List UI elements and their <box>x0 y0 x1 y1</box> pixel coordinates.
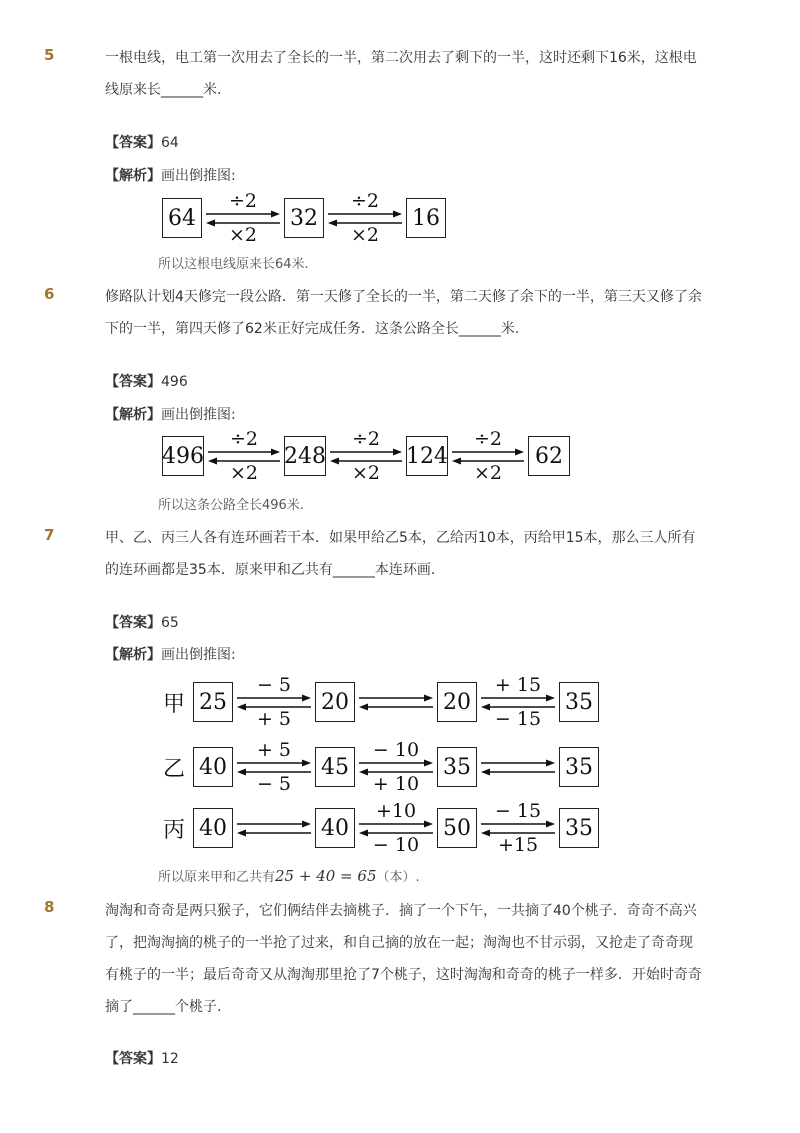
question-text: 甲、乙、丙三人各有连环画若干本．如果甲给乙5本，乙给丙10本，丙给甲15本，那么三人所有 <box>105 530 696 546</box>
row-label: 甲 <box>163 692 186 717</box>
question-number: 6 <box>44 285 55 303</box>
question-text: 的连环画都是35本．原来甲和乙共有______本连环画. <box>105 562 436 578</box>
value-box: 25 <box>193 682 233 722</box>
question-text: 线原来长______米. <box>105 82 222 98</box>
answer-label: 【答案】 <box>105 615 161 631</box>
operation-bottom: ×2 <box>351 462 380 484</box>
answer-value: 65 <box>161 615 179 631</box>
value-box: 45 <box>315 747 355 787</box>
row-label: 乙 <box>163 757 186 782</box>
question-text: 淘淘和奇奇是两只猴子，它们俩结伴去摘桃子．摘了一个下午，一共摘了40个桃子．奇奇不高兴 <box>105 903 697 919</box>
answer-label: 【答案】 <box>105 374 161 390</box>
analysis-intro: 画出倒推图: <box>161 407 236 423</box>
analysis-row <box>105 644 236 664</box>
analysis-row <box>105 404 236 424</box>
value-box: 35 <box>559 747 599 787</box>
question-text: 了，把淘淘摘的桃子的一半抢了过来，和自己摘的放在一起；淘淘也不甘示弱，又抢走了奇奇现 <box>105 935 693 951</box>
arrow-left-icon <box>237 828 311 838</box>
value-box: 35 <box>559 682 599 722</box>
analysis-label: 【解析】 <box>105 407 161 423</box>
value-box: 40 <box>315 808 355 848</box>
answer-label: 【答案】 <box>105 1051 161 1067</box>
operation-bottom: ×2 <box>473 462 502 484</box>
operation-top: ÷2 <box>351 428 380 450</box>
answer-row <box>105 612 179 632</box>
row-label: 丙 <box>163 818 186 843</box>
question-number: 8 <box>44 898 55 916</box>
value-box: 35 <box>437 747 477 787</box>
operation-bottom: − 5 <box>256 773 292 795</box>
value-box: 50 <box>437 808 477 848</box>
value-box: 20 <box>315 682 355 722</box>
question-text: 摘了______个桃子. <box>105 999 222 1015</box>
operation-top: − 5 <box>256 674 292 696</box>
conclusion-math: 25 + 40 = 65 <box>275 867 377 885</box>
question-text: 有桃子的一半；最后奇奇又从淘淘那里抢了7个桃子，这时淘淘和奇奇的桃子一样多．开始时奇奇 <box>105 967 702 983</box>
operation-top: +10 <box>375 800 417 822</box>
question-number: 5 <box>44 46 55 64</box>
arrow-left-icon <box>359 702 433 712</box>
question-text: 一根电线，电工第一次用去了全长的一半，第二次用去了剩下的一半，这时还剩下16米，这根电 <box>105 50 697 66</box>
conclusion: 所以这条公路全长496米. <box>158 498 304 513</box>
operation-top: ÷2 <box>473 428 502 450</box>
value-box: 124 <box>406 436 448 476</box>
operation-top: ÷2 <box>350 190 379 212</box>
question-text: 下的一半，第四天修了62米正好完成任务．这条公路全长______米. <box>105 321 520 337</box>
operation-top: − 10 <box>372 739 420 761</box>
analysis-label: 【解析】 <box>105 647 161 663</box>
analysis-label: 【解析】 <box>105 168 161 184</box>
arrow-left-icon <box>481 767 555 777</box>
operation-top: ÷2 <box>228 190 257 212</box>
answer-row <box>105 132 179 152</box>
value-box: 40 <box>193 808 233 848</box>
answer-value: 12 <box>161 1051 179 1067</box>
value-box: 20 <box>437 682 477 722</box>
answer-value: 496 <box>161 374 188 390</box>
value-box: 35 <box>559 808 599 848</box>
question-number: 7 <box>44 526 55 544</box>
operation-bottom: − 15 <box>494 708 542 730</box>
conclusion-text: 所以原来甲和乙共有 <box>158 870 276 885</box>
answer-row <box>105 371 188 391</box>
value-box: 496 <box>162 436 204 476</box>
analysis-row <box>105 165 236 185</box>
conclusion-unit: （本）. <box>376 870 420 885</box>
value-box: 40 <box>193 747 233 787</box>
operation-bottom: +15 <box>497 834 539 856</box>
value-box: 62 <box>528 436 570 476</box>
analysis-intro: 画出倒推图: <box>161 647 236 663</box>
operation-top: + 5 <box>256 739 292 761</box>
value-box: 32 <box>284 198 324 238</box>
operation-top: ÷2 <box>229 428 258 450</box>
answer-row <box>105 1048 179 1068</box>
operation-top: − 15 <box>494 800 542 822</box>
answer-label: 【答案】 <box>105 135 161 151</box>
value-box: 248 <box>284 436 326 476</box>
operation-bottom: ×2 <box>229 462 258 484</box>
analysis-intro: 画出倒推图: <box>161 168 236 184</box>
conclusion <box>158 866 420 885</box>
value-box: 16 <box>406 198 446 238</box>
operation-bottom: + 5 <box>256 708 292 730</box>
operation-bottom: ×2 <box>350 224 379 246</box>
operation-top: + 15 <box>494 674 542 696</box>
question-text: 修路队计划4天修完一段公路．第一天修了全长的一半，第二天修了余下的一半，第三天又修了余 <box>105 289 702 305</box>
operation-bottom: − 10 <box>372 834 420 856</box>
operation-bottom: ×2 <box>228 224 257 246</box>
operation-bottom: + 10 <box>372 773 420 795</box>
answer-value: 64 <box>161 135 179 151</box>
value-box: 64 <box>162 198 202 238</box>
conclusion: 所以这根电线原来长64米. <box>158 257 309 272</box>
